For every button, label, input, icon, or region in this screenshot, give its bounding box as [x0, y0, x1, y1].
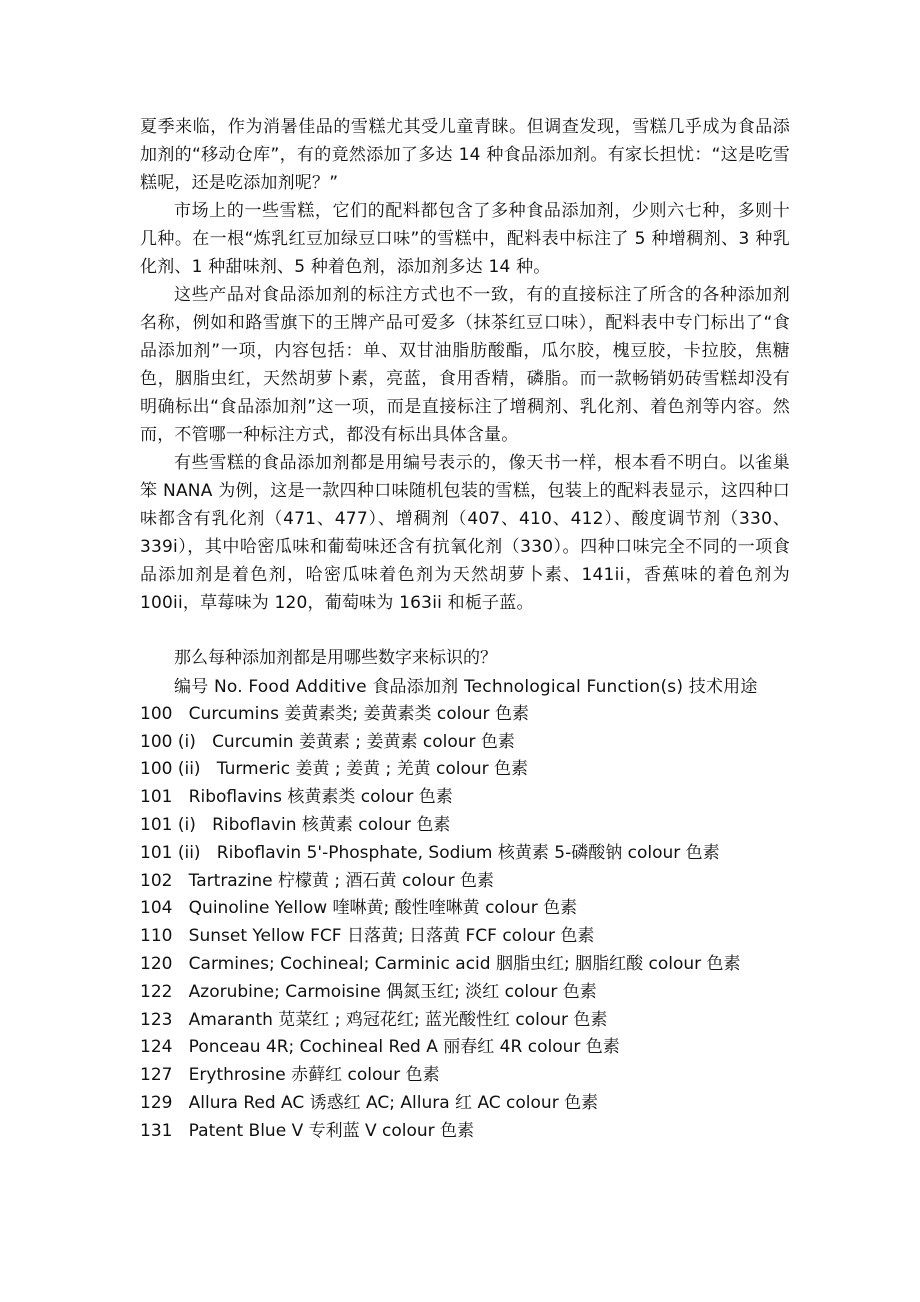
additive-code: 100 (ii) — [140, 759, 217, 780]
list-item — [140, 784, 790, 812]
list-item — [140, 1007, 790, 1035]
additive-desc: Turmeric 姜黄 ; 姜黄 ; 羌黄 colour 色素 — [216, 759, 529, 780]
additive-desc: Sunset Yellow FCF 日落黄; 日落黄 FCF colour 色素 — [188, 926, 595, 947]
list-item — [140, 895, 790, 923]
paragraph-market: 市场上的一些雪糕，它们的配料都包含了多种食品添加剂，少则六七种，多则十几种。在一根“炼乳红豆加绿豆口味”的雪糕中，配料表中标注了 5 种增稠剂、3 种乳化剂、1 种甜味剂、5 种着色剂，添加剂多达 14 种。 — [140, 201, 790, 277]
additive-desc: Curcumins 姜黄素类; 姜黄素类 colour 色素 — [188, 703, 529, 724]
document-body — [140, 113, 790, 1146]
list-item — [140, 840, 790, 868]
additive-desc: Curcumin 姜黄素 ; 姜黄素 colour 色素 — [212, 731, 515, 752]
additive-desc: Azorubine; Carmoisine 偶氮玉红; 淡红 colour 色素 — [188, 981, 597, 1002]
additive-desc: Quinoline Yellow 喹啉黄; 酸性喹啉黄 colour 色素 — [188, 898, 578, 919]
additive-desc: Amaranth 苋菜红 ; 鸡冠花红; 蓝光酸性红 colour 色素 — [188, 1009, 608, 1030]
additive-desc: Patent Blue V 专利蓝 V colour 色素 — [188, 1120, 475, 1141]
additive-code: 120 — [140, 953, 189, 974]
table-header: 编号 No. Food Additive 食品添加剂 Technological Function(s) 技术用途 — [174, 676, 758, 697]
additive-code: 101 (i) — [140, 814, 213, 835]
paragraph-codes: 有些雪糕的食品添加剂都是用编号表示的，像天书一样，根本看不明白。以雀巢笨 NANA 为例，这是一款四种口味随机包装的雪糕，包装上的配料表显示，这四种口味都含有乳化剂（471、477）、增稠剂（407、410、412）、酸度调节剂（330、339i），其中哈密瓜味和葡萄味还含有抗氧化剂（330）。四种口味完全不同的一项食品添加剂是着色剂，哈密瓜味着色剂为天然胡萝卜素、141ii，香蕉味的着色剂为 100ii，草莓味为 120，葡萄味为 163ii 和栀子蓝。 — [140, 453, 790, 613]
list-item — [140, 729, 790, 757]
list-item — [140, 812, 790, 840]
additive-code: 102 — [140, 870, 189, 891]
list-item — [140, 1118, 790, 1146]
additive-code: 127 — [140, 1065, 189, 1086]
list-item — [140, 1090, 790, 1118]
additive-code: 101 — [140, 787, 189, 808]
additive-desc: Tartrazine 柠檬黄 ; 酒石黄 colour 色素 — [188, 870, 494, 891]
additive-code: 100 — [140, 703, 189, 724]
additive-code: 124 — [140, 1037, 189, 1058]
additive-code: 122 — [140, 981, 189, 1002]
additive-desc: Erythrosine 赤藓红 colour 色素 — [188, 1065, 440, 1086]
additive-desc: Riboflavin 核黄素 colour 色素 — [212, 814, 451, 835]
additive-code: 131 — [140, 1120, 189, 1141]
list-item — [140, 868, 790, 896]
paragraph-labeling: 这些产品对食品添加剂的标注方式也不一致，有的直接标注了所含的各种添加剂名称，例如和路雪旗下的王牌产品可爱多（抹茶红豆口味），配料表中专门标出了“食品添加剂”一项，内容包括：单、双甘油脂肪酸酯，瓜尔胶，槐豆胶，卡拉胶，焦糖色，胭脂虫红，天然胡萝卜素，亮蓝，食用香精，磷脂。而一款畅销奶砖雪糕却没有明确标出“食品添加剂”这一项，而是直接标注了增稠剂、乳化剂、着色剂等内容。然而，不管哪一种标注方式，都没有标出具体含量。 — [140, 285, 790, 445]
additive-desc: Ponceau 4R; Cochineal Red A 丽春红 4R colour 色素 — [188, 1037, 620, 1058]
blank-line — [140, 617, 790, 645]
list-item — [140, 756, 790, 784]
list-item — [140, 923, 790, 951]
additive-list — [140, 701, 790, 1146]
question-line: 那么每种添加剂都是用哪些数字来标识的？ — [174, 648, 497, 668]
list-item — [140, 1034, 790, 1062]
additive-code: 110 — [140, 926, 189, 947]
list-item — [140, 1062, 790, 1090]
list-item — [140, 979, 790, 1007]
additive-desc: Riboflavins 核黄素类 colour 色素 — [188, 787, 453, 808]
additive-desc: Riboflavin 5'-Phosphate, Sodium 核黄素 5-磷酸钠 colour 色素 — [216, 842, 720, 863]
additive-code: 100 (i) — [140, 731, 213, 752]
list-item — [140, 701, 790, 729]
additive-code: 123 — [140, 1009, 189, 1030]
additive-code: 104 — [140, 898, 189, 919]
list-item — [140, 951, 790, 979]
additive-desc: Allura Red AC 诱惑红 AC; Allura 红 AC colour 色素 — [188, 1092, 599, 1113]
additive-desc: Carmines; Cochineal; Carminic acid 胭脂虫红; 胭脂红酸 colour 色素 — [188, 953, 741, 974]
additive-code: 101 (ii) — [140, 842, 217, 863]
paragraph-intro: 夏季来临，作为消暑佳品的雪糕尤其受儿童青睐。但调查发现，雪糕几乎成为食品添加剂的“移动仓库”，有的竟然添加了多达 14 种食品添加剂。有家长担忧：“这是吃雪糕呢，还是吃添加剂呢？” — [140, 117, 790, 193]
additive-code: 129 — [140, 1092, 189, 1113]
